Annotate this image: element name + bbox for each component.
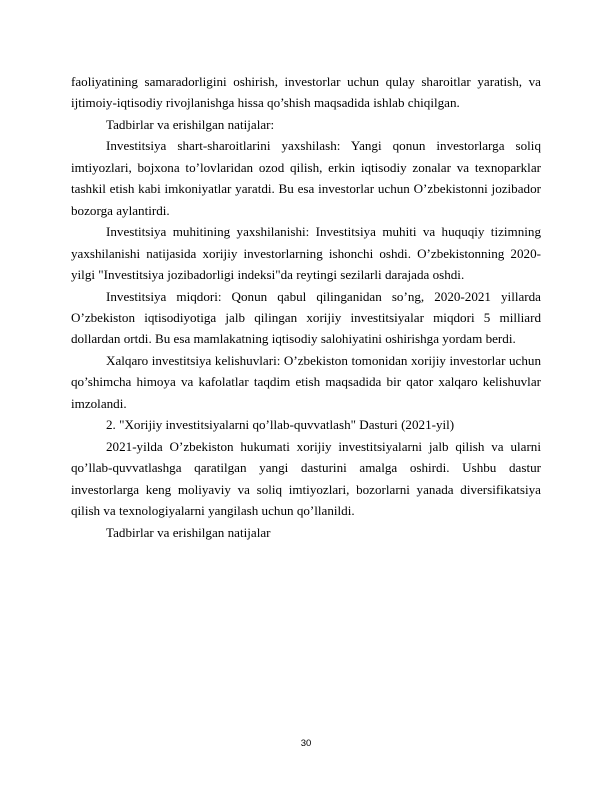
heading-measures-results-2: Tadbirlar va erishilgan natijalar — [106, 524, 271, 540]
body-text — [71, 71, 541, 543]
page-number: 30 — [300, 738, 312, 749]
paragraph-program-2021: 2021-yilda O’zbekiston hukumati xorijiy investitsiyalarni jalb qilish va ularni qo’llab-quvvatlashga qaratilgan yangi dasturini amalga oshirdi. Ushbu dastur investorlarga keng moliyaviy va soliq imtiyozlari, bozorlarni yanada diversifikatsiya qilish va texnologiyalarni yangilash uchun qo’llanildi. — [71, 438, 541, 519]
paragraph-continuation: faoliyatining samaradorligini oshirish, investorlar uchun qulay sharoitlar yaratish, va ijtimoiy-iqtisodiy rivojlanishga hissa qo’shish maqsadida ishlab chiqilgan. — [71, 74, 541, 111]
heading-measures-results: Tadbirlar va erishilgan natijalar: — [106, 116, 275, 132]
paragraph-international-agreements: Xalqaro investitsiya kelishuvlari: O’zbekiston tomonidan xorijiy investorlar uchun qo’shimcha himoya va kafolatlar taqdim etish maqsadida bir qator xalqaro kelishuvlar imzolandi. — [71, 352, 541, 411]
section-heading-program-2021: 2. "Xorijiy investitsiyalarni qo’llab-quvvatlash" Dasturi (2021-yil) — [106, 417, 455, 433]
paragraph-investment-conditions: Investitsiya shart-sharoitlarini yaxshilash: Yangi qonun investorlarga soliq imtiyozlari, bojxona to’lovlaridan ozod qilish, erkin iqtisodiy zonalar va texnoparklar tashkil etish kabi imkoniyatlar yaratdi. Bu esa investorlar uchun O’zbekistonni jozibador bozorga aylantirdi. — [71, 138, 541, 218]
paragraph-investment-climate: Investitsiya muhitining yaxshilanishi: Investitsiya muhiti va huquqiy tizimning yaxshilanishi natijasida xorijiy investorlarning ishonchi oshdi. O’zbekistonning 2020-yilgi "Investitsiya jozibadorligi indeksi"da reytingi sezilarli darajada oshdi. — [71, 224, 541, 283]
paragraph-investment-amount: Investitsiya miqdori: Qonun qabul qilinganidan so’ng, 2020-2021 yillarda O’zbekiston iqtisodiyotiga jalb qilingan xorijiy investitsiyalar miqdori 5 milliard dollardan ortdi. Bu esa mamlakatning iqtisodiy salohiyatini oshirishga yordam berdi. — [71, 288, 541, 347]
